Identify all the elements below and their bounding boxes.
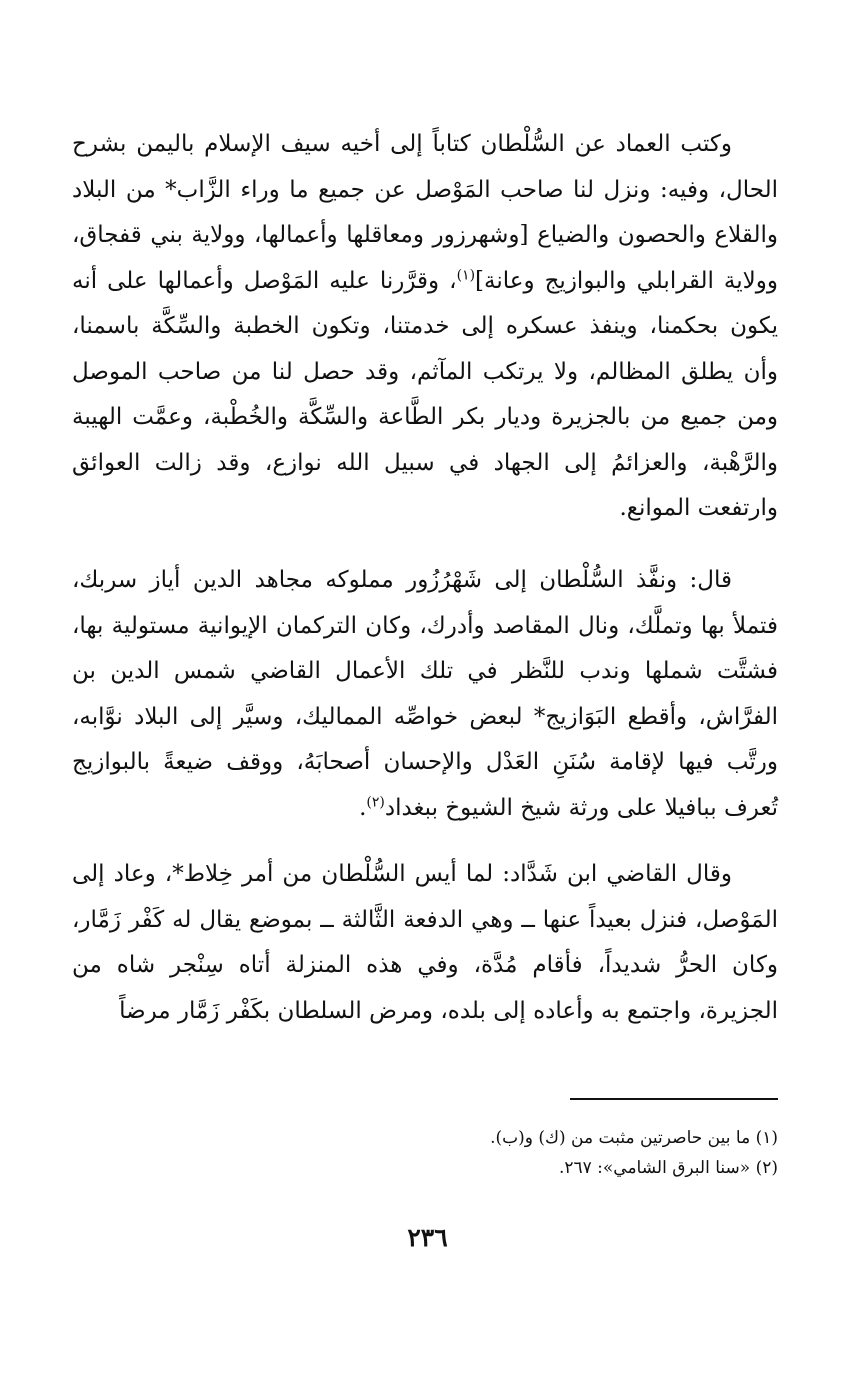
paragraph-2-text (72, 558, 778, 831)
paragraph-3 (72, 852, 778, 1034)
paragraph-1-continuation: ، وقرَّرنا عليه المَوْصل وأعمالها على أنه يكون بحكمنا، وينفذ عسكره إلى خدمتنا، وتكون الخطبة والسِّكَّة باسمنا، وأن يطلق المظالم، ولا يرتكب المآثم، وقد حصل لنا من صاحب الموصل ومن جميع من بالجزيرة وديار بكر الطَّاعة والسِّكَّة والخُطْبة، وعمَّت الهيبة والرَّهْبة، والعزائمُ إلى الجهاد في سبيل الله نوازع، وقد زالت العوائق وارتفعت الموانع. (72, 267, 778, 521)
paragraph-1 (72, 122, 778, 532)
page-number: ٢٣٦ (407, 1223, 448, 1252)
paragraph-2-body: قال: ونفَّذ السُّلْطان إلى شَهْرُزُور مملوكه مجاهد الدين أياز سربك، فتملأ بها وتملَّك، ونال المقاصد وأدرك، وكان التركمان الإيوانية مستولية بها، فشتَّت شملها وندب للنَّظر في تلك الأعمال القاضي شمس الدين بن الفرَّاش، وأقطع البَوَازيج* لبعض خواصِّه المماليك، وسيَّر إلى البلاد نوَّابه، ورتَّب فيها لإقامة سُنَنِ العَدْل والإحسان أصحابَهُ، ووقف ضيعةً بالبوازيج تُعرف ببافيلا على ورثة شيخ الشيوخ ببغداد (72, 567, 778, 821)
paragraph-2-continuation: . (359, 794, 367, 821)
paragraph-3-body: وقال القاضي ابن شَدَّاد: لما أيس السُّلْطان من أمر خِلاط*، وعاد إلى المَوْصل، فنزل بعيداً عنها ــ وهي الدفعة الثَّالثة ــ بموضع يقال له كَفْر زَمَّار، وكان الحرُّ شديداً، فأقام مُدَّة، وفي هذه المنزلة أتاه سِنْجر شاه من الجزيرة، واجتمع به وأعاده إلى بلده، ومرض السلطان بكَفْر زَمَّار مرضاً (72, 861, 778, 1024)
footnote-1: (١) ما بين حاصرتين مثبت من (ك) و(ب). (490, 1128, 778, 1148)
paragraph-3-text (72, 852, 778, 1034)
footnote-2: (٢) «سنا البرق الشامي»: ٢٦٧. (558, 1158, 778, 1178)
paragraph-1-text (72, 122, 778, 532)
footnote-ref-2: (٢) (366, 793, 385, 810)
footnote-divider (570, 1098, 778, 1100)
paragraph-1-body: وكتب العماد عن السُّلْطان كتاباً إلى أخيه سيف الإسلام باليمن بشرح الحال، وفيه: ونزل لنا صاحب المَوْصل عن جميع ما وراء الزَّاب* من البلاد والقلاع والحصون والضياع [وشهرزور ومعاقلها وأعمالها، وولاية بني قفجاق، وولاية القرابلي والبوازيج وعانة] (72, 131, 778, 294)
paragraph-2 (72, 558, 778, 831)
footnotes (72, 1123, 778, 1183)
footnote-ref-1: (١) (456, 266, 476, 283)
